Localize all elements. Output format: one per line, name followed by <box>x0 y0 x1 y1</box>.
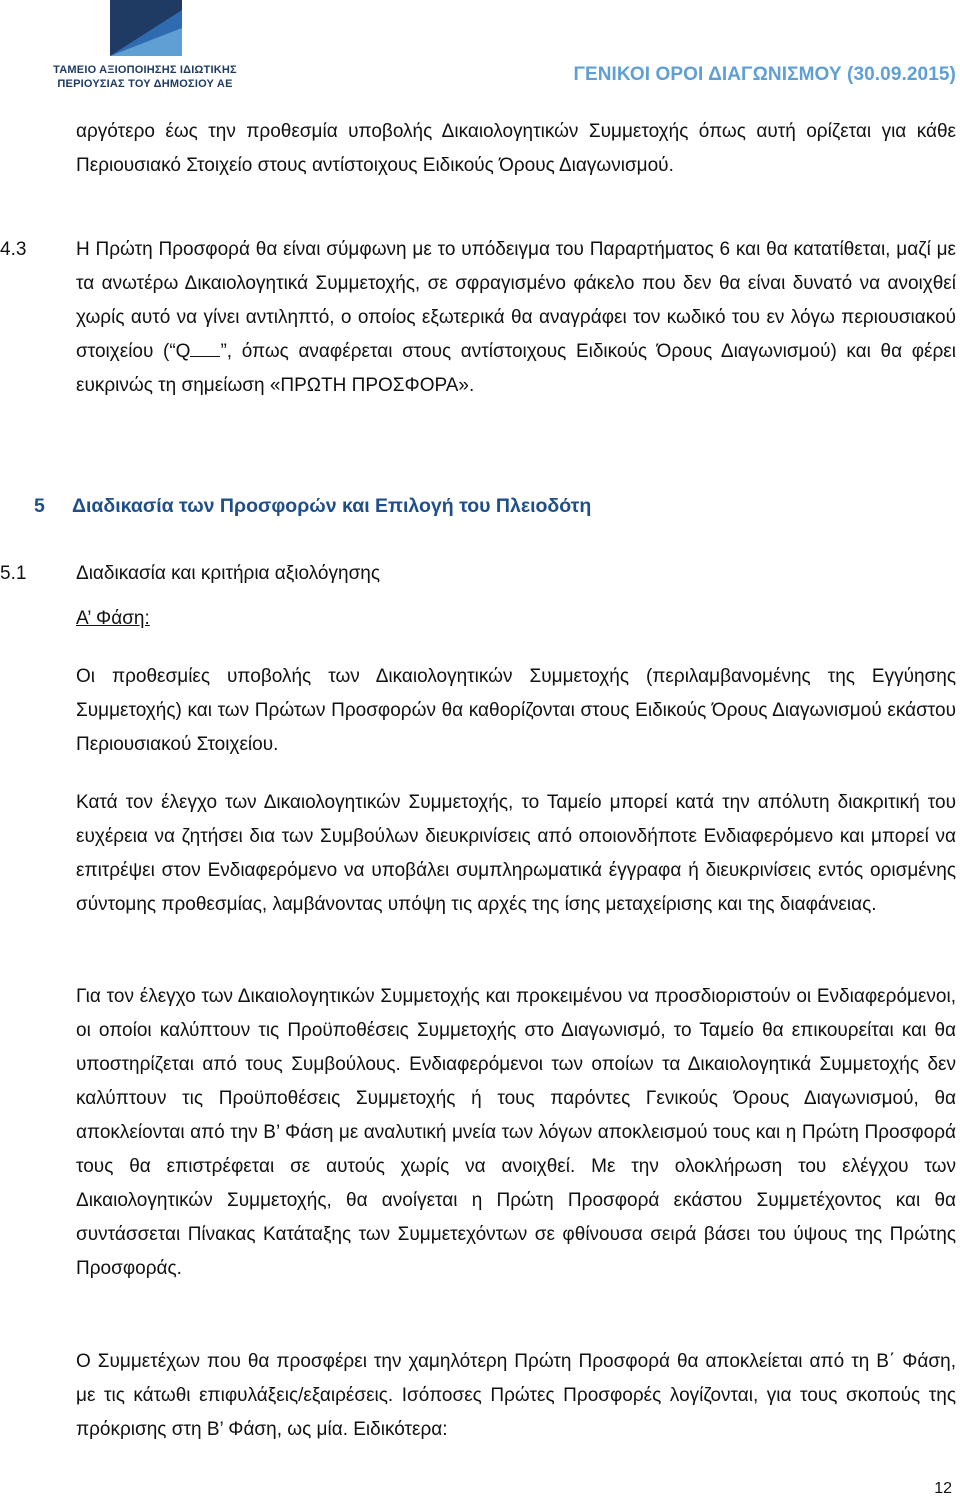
section-4-3-text-start: Η Πρώτη Προσφορά θα είναι σύμφωνη με το υπόδειγμα του Παραρτήματος 6 και θα κατατίθεται, μαζί με τα ανωτέρω Δικαιολογητικά Συμμετοχής, σε σφραγισμένο φάκελο που δεν θα είναι δυνατό να ανοιχθεί χωρίς αυτό να γίνει αντιληπτό, ο οποίος εξωτερικά θα αναγράφει τον κωδικό του εν λόγω περιουσιακού στοιχείου (“Q <box>76 239 956 362</box>
logo-emblem-icon <box>110 0 182 56</box>
section-5-heading <box>34 495 591 518</box>
code-blank-line <box>190 341 220 357</box>
document-title: ΓΕΝΙΚΟΙ ΟΡΟΙ ΔΙΑΓΩΝΙΣΜΟΥ (30.09.2015) <box>573 64 956 85</box>
organization-logo <box>40 0 250 92</box>
section-4-3-text-end: ”, όπως αναφέρεται στους αντίστοιχους Ειδικούς Όρους Διαγωνισμού) και θα φέρει ευκρινώς τη σημείωση «ΠΡΩΤΗ ΠΡΟΣΦΟΡΑ». <box>76 341 956 396</box>
section-4-3-paragraph <box>76 233 956 403</box>
section-4-3-number: 4.3 <box>0 239 27 260</box>
section-5-1-number: 5.1 <box>0 563 27 584</box>
section-5-1-title: Διαδικασία και κριτήρια αξιολόγησης <box>76 563 381 584</box>
section-5-number: 5 <box>34 495 45 517</box>
paragraph-deadlines: Οι προθεσμίες υποβολής των Δικαιολογητικών Συμμετοχής (περιλαμβανομένης της Εγγύησης Συμμετοχής) και των Πρώτων Προσφορών θα καθορίζονται στους Ειδικούς Όρους Διαγωνισμού εκάστου Περιουσιακού Στοιχείου. <box>76 666 956 755</box>
phase-a-label: Α’ Φάση: <box>76 608 150 629</box>
paragraph-evaluation: Για τον έλεγχο των Δικαιολογητικών Συμμετοχής και προκειμένου να προσδιοριστούν οι Ενδιαφερόμενοι, οι οποίοι καλύπτουν τις Προϋποθέσεις Συμμετοχής στο Διαγωνισμό, το Ταμείο θα επικουρείται και θα υποστηρίζεται από τους Συμβούλους. Ενδιαφερόμενοι των οποίων τα Δικαιολογητικά Συμμετοχής δεν καλύπτουν τις Προϋποθέσεις Συμμετοχής ή τους παρόντες Γενικούς Όρους Διαγωνισμού, θα αποκλείονται από την Β’ Φάση με αναλυτική μνεία των λόγων αποκλεισμού τους και η Πρώτη Προσφορά τους θα επιστρέφεται σε αυτούς χωρίς να ανοιχθεί. Με την ολοκλήρωση του ελέγχου των Δικαιολογητικών Συμμετοχής, θα ανοίγεται η Πρώτη Προσφορά εκάστου Συμμετέχοντος και θα συντάσσεται Πίνακας Κατάταξης των Συμμετεχόντων σε φθίνουσα σειρά βάσει του ύψους της Πρώτης Προσφοράς. <box>76 986 956 1279</box>
paragraph-review: Κατά τον έλεγχο των Δικαιολογητικών Συμμετοχής, το Ταμείο μπορεί κατά την απόλυτη διακριτική του ευχέρεια να ζητήσει δια των Συμβούλων διευκρινίσεις από οποιονδήποτε Ενδιαφερόμενο και μπορεί να επιτρέψει στον Ενδιαφερόμενο να υποβάλει συμπληρωματικά έγγραφα ή διευκρινίσεις εντός ορισμένης σύντομης προθεσμίας, λαμβάνοντας υπόψη τις αρχές της ίσης μεταχείρισης και της διαφάνειας. <box>76 792 956 915</box>
paragraph-lowest-offer: Ο Συμμετέχων που θα προσφέρει την χαμηλότερη Πρώτη Προσφορά θα αποκλείεται από τη Β΄ Φάση, με τις κάτωθι επιφυλάξεις/εξαιρέσεις. Ισόποσες Πρώτες Προσφορές λογίζονται, για τους σκοπούς της πρόκρισης στη Β’ Φάση, ως μία. Ειδικότερα: <box>76 1351 956 1440</box>
section-5-title: Διαδικασία των Προσφορών και Επιλογή του Πλειοδότη <box>72 495 592 517</box>
page-number: 12 <box>934 1480 952 1497</box>
intro-paragraph: αργότερο έως την προθεσμία υποβολής Δικαιολογητικών Συμμετοχής όπως αυτή ορίζεται για κάθε Περιουσιακό Στοιχείο στους αντίστοιχους Ειδικούς Όρους Διαγωνισμού. <box>76 121 956 176</box>
logo-text-line1: ΤΑΜΕΙΟ ΑΞΙΟΠΟΙΗΣΗΣ ΙΔΙΩΤΙΚΗΣ <box>53 64 237 76</box>
logo-text-line2: ΠΕΡΙΟΥΣΙΑΣ ΤΟΥ ΔΗΜΟΣΙΟΥ ΑΕ <box>57 78 233 90</box>
